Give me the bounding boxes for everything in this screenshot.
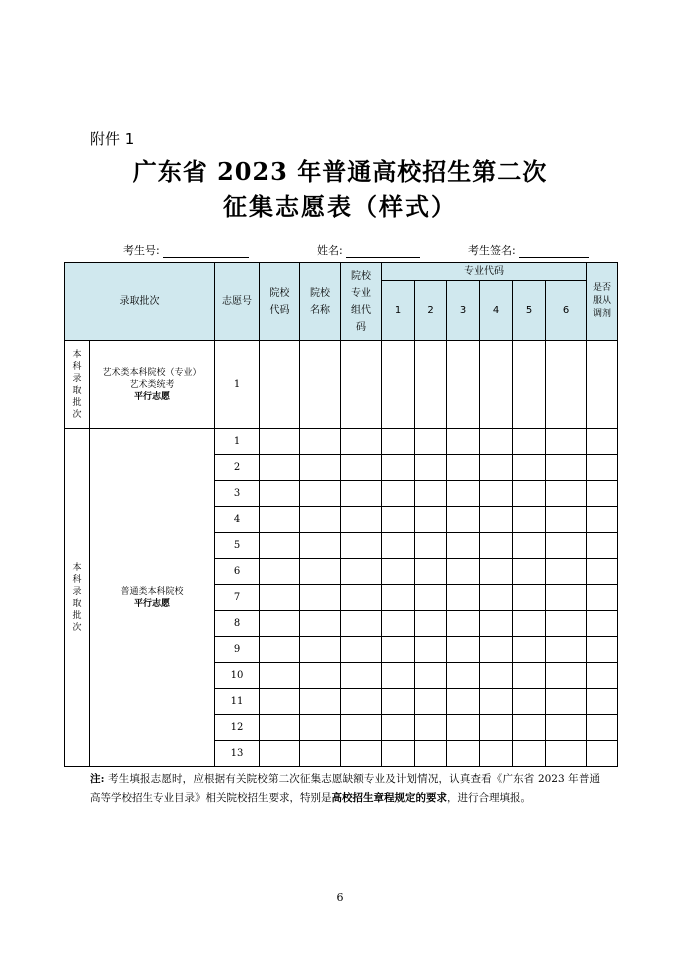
general-choice-number: 2 — [215, 455, 260, 481]
input-cell[interactable] — [260, 533, 300, 559]
signature-field — [468, 242, 589, 258]
input-cell[interactable] — [415, 715, 447, 741]
input-cell[interactable] — [587, 611, 618, 637]
header-choice-no: 志愿号 — [215, 263, 260, 341]
footnote-prefix: 注: — [90, 773, 105, 785]
general-choice-number: 4 — [215, 507, 260, 533]
general-choice-number: 1 — [215, 429, 260, 455]
input-cell[interactable] — [587, 689, 618, 715]
input-cell[interactable] — [546, 429, 587, 455]
input-cell[interactable] — [260, 429, 300, 455]
input-cell[interactable] — [260, 559, 300, 585]
general-choice-number: 5 — [215, 533, 260, 559]
input-cell[interactable] — [300, 481, 341, 507]
input-cell[interactable] — [415, 341, 447, 429]
general-choice-number: 7 — [215, 585, 260, 611]
input-cell[interactable] — [480, 585, 513, 611]
input-cell[interactable] — [382, 585, 415, 611]
choice-form-table — [64, 262, 618, 767]
name-field — [317, 242, 420, 258]
header-group-code: 院校专业组代码 — [341, 263, 382, 341]
footnote-text-2: ，进行合理填报。 — [447, 792, 531, 804]
header-batch: 录取批次 — [65, 263, 215, 341]
general-desc-line-1: 普通类本科院校 — [120, 586, 184, 597]
input-cell[interactable] — [447, 507, 480, 533]
general-batch-label: 本科录取批次 — [65, 429, 90, 767]
input-cell[interactable] — [415, 585, 447, 611]
input-cell[interactable] — [546, 455, 587, 481]
input-cell[interactable] — [480, 637, 513, 663]
title-line-1: 广东省 2023 年普通高校招生第二次 — [132, 157, 548, 186]
input-cell[interactable] — [546, 663, 587, 689]
input-cell[interactable] — [513, 559, 546, 585]
input-cell[interactable] — [260, 663, 300, 689]
input-cell[interactable] — [513, 341, 546, 429]
input-cell[interactable] — [546, 637, 587, 663]
input-cell[interactable] — [341, 341, 382, 429]
input-cell[interactable] — [587, 481, 618, 507]
input-cell[interactable] — [513, 585, 546, 611]
general-choice-row — [65, 429, 618, 455]
attachment-label: 附件 1 — [90, 130, 135, 148]
input-cell[interactable] — [447, 481, 480, 507]
input-cell[interactable] — [587, 715, 618, 741]
input-cell[interactable] — [341, 741, 382, 767]
input-cell[interactable] — [480, 559, 513, 585]
input-cell[interactable] — [300, 663, 341, 689]
header-major-5: 5 — [513, 281, 546, 341]
input-cell[interactable] — [546, 341, 587, 429]
input-cell[interactable] — [341, 585, 382, 611]
name-blank — [346, 257, 420, 258]
title-line-2: 征集志愿表（样式） — [223, 192, 457, 221]
input-cell[interactable] — [415, 741, 447, 767]
input-cell[interactable] — [546, 481, 587, 507]
page-number: 6 — [336, 891, 344, 904]
input-cell[interactable] — [260, 585, 300, 611]
input-cell[interactable] — [300, 507, 341, 533]
input-cell[interactable] — [546, 611, 587, 637]
art-batch-description — [90, 341, 215, 429]
header-major-3: 3 — [447, 281, 480, 341]
signature-blank — [519, 257, 589, 258]
input-cell[interactable] — [341, 481, 382, 507]
art-batch-label: 本科录取批次 — [65, 341, 90, 429]
input-cell[interactable] — [480, 741, 513, 767]
input-cell[interactable] — [382, 715, 415, 741]
input-cell[interactable] — [300, 741, 341, 767]
input-cell[interactable] — [546, 715, 587, 741]
general-choice-number: 11 — [215, 689, 260, 715]
input-cell[interactable] — [382, 429, 415, 455]
input-cell[interactable] — [447, 429, 480, 455]
input-cell[interactable] — [260, 741, 300, 767]
general-choice-number: 8 — [215, 611, 260, 637]
input-cell[interactable] — [341, 429, 382, 455]
input-cell[interactable] — [341, 559, 382, 585]
input-cell[interactable] — [513, 689, 546, 715]
input-cell[interactable] — [447, 341, 480, 429]
input-cell[interactable] — [300, 689, 341, 715]
input-cell[interactable] — [587, 429, 618, 455]
input-cell[interactable] — [447, 533, 480, 559]
general-batch-description — [90, 429, 215, 767]
input-cell[interactable] — [513, 663, 546, 689]
input-cell[interactable] — [382, 741, 415, 767]
input-cell[interactable] — [546, 585, 587, 611]
footnote-text-1: 考生填报志愿时，应根据有关院校第二次征集志愿缺额专业及计划情况，认真查看《广东省 2023 年普通高等学校招生专业目录》相关院校招生要求，特别是 — [90, 773, 600, 804]
exam-number-label: 考生号: — [123, 244, 160, 257]
input-cell[interactable] — [480, 429, 513, 455]
input-cell[interactable] — [546, 689, 587, 715]
input-cell[interactable] — [415, 481, 447, 507]
input-cell[interactable] — [415, 611, 447, 637]
input-cell[interactable] — [447, 741, 480, 767]
input-cell[interactable] — [260, 507, 300, 533]
input-cell[interactable] — [447, 715, 480, 741]
header-major-2: 2 — [415, 281, 447, 341]
input-cell[interactable] — [587, 533, 618, 559]
input-cell[interactable] — [447, 663, 480, 689]
general-choice-number: 12 — [215, 715, 260, 741]
input-cell[interactable] — [260, 637, 300, 663]
input-cell[interactable] — [260, 341, 300, 429]
input-cell[interactable] — [415, 689, 447, 715]
input-cell[interactable] — [382, 611, 415, 637]
input-cell[interactable] — [300, 559, 341, 585]
header-school-code: 院校代码 — [260, 263, 300, 341]
input-cell[interactable] — [513, 455, 546, 481]
input-cell[interactable] — [260, 455, 300, 481]
input-cell[interactable] — [382, 341, 415, 429]
input-cell[interactable] — [382, 481, 415, 507]
input-cell[interactable] — [415, 637, 447, 663]
input-cell[interactable] — [447, 559, 480, 585]
general-choice-number: 10 — [215, 663, 260, 689]
input-cell[interactable] — [300, 585, 341, 611]
input-cell[interactable] — [415, 455, 447, 481]
input-cell[interactable] — [300, 637, 341, 663]
input-cell[interactable] — [341, 689, 382, 715]
input-cell[interactable] — [382, 455, 415, 481]
input-cell[interactable] — [513, 611, 546, 637]
input-cell[interactable] — [341, 455, 382, 481]
input-cell[interactable] — [587, 559, 618, 585]
input-cell[interactable] — [382, 559, 415, 585]
art-desc-line-3: 平行志愿 — [133, 391, 170, 402]
input-cell[interactable] — [382, 689, 415, 715]
general-desc-line-2: 平行志愿 — [133, 598, 170, 609]
input-cell[interactable] — [300, 715, 341, 741]
input-cell[interactable] — [513, 637, 546, 663]
input-cell[interactable] — [480, 715, 513, 741]
input-cell[interactable] — [480, 455, 513, 481]
art-choice-number: 1 — [215, 341, 260, 429]
name-label: 姓名: — [317, 244, 343, 257]
input-cell[interactable] — [513, 533, 546, 559]
input-cell[interactable] — [480, 611, 513, 637]
input-cell[interactable] — [341, 715, 382, 741]
input-cell[interactable] — [382, 507, 415, 533]
input-cell[interactable] — [587, 637, 618, 663]
input-cell[interactable] — [415, 533, 447, 559]
footnote-bold-text: 高校招生章程规定的要求 — [331, 792, 447, 804]
input-cell[interactable] — [546, 559, 587, 585]
input-cell[interactable] — [260, 611, 300, 637]
input-cell[interactable] — [447, 689, 480, 715]
signature-label: 考生签名: — [468, 244, 516, 257]
input-cell[interactable] — [300, 611, 341, 637]
input-cell[interactable] — [480, 507, 513, 533]
input-cell[interactable] — [480, 481, 513, 507]
input-cell[interactable] — [341, 663, 382, 689]
input-cell[interactable] — [447, 455, 480, 481]
input-cell[interactable] — [513, 481, 546, 507]
input-cell[interactable] — [447, 611, 480, 637]
general-choice-number: 13 — [215, 741, 260, 767]
input-cell[interactable] — [513, 741, 546, 767]
input-cell[interactable] — [415, 559, 447, 585]
input-cell[interactable] — [300, 455, 341, 481]
input-cell[interactable] — [300, 429, 341, 455]
general-choice-number: 9 — [215, 637, 260, 663]
input-cell[interactable] — [587, 341, 618, 429]
input-cell[interactable] — [382, 533, 415, 559]
input-cell[interactable] — [513, 507, 546, 533]
input-cell[interactable] — [260, 689, 300, 715]
input-cell[interactable] — [480, 663, 513, 689]
input-cell[interactable] — [587, 741, 618, 767]
art-desc-line-1: 艺术类本科院校（专业） — [102, 367, 202, 378]
input-cell[interactable] — [341, 507, 382, 533]
input-cell[interactable] — [341, 611, 382, 637]
header-major-codes: 专业代码 — [382, 263, 587, 281]
input-cell[interactable] — [415, 663, 447, 689]
input-cell[interactable] — [447, 585, 480, 611]
input-cell[interactable] — [341, 637, 382, 663]
input-cell[interactable] — [341, 533, 382, 559]
input-cell[interactable] — [546, 741, 587, 767]
input-cell[interactable] — [260, 715, 300, 741]
input-cell[interactable] — [382, 663, 415, 689]
general-choice-number: 3 — [215, 481, 260, 507]
header-major-4: 4 — [480, 281, 513, 341]
input-cell[interactable] — [587, 507, 618, 533]
input-cell[interactable] — [415, 429, 447, 455]
footnote — [90, 770, 600, 808]
header-school-name: 院校名称 — [300, 263, 341, 341]
input-cell[interactable] — [480, 533, 513, 559]
input-cell[interactable] — [260, 481, 300, 507]
input-cell[interactable] — [587, 585, 618, 611]
input-cell[interactable] — [480, 689, 513, 715]
input-cell[interactable] — [587, 663, 618, 689]
input-cell[interactable] — [587, 455, 618, 481]
input-cell[interactable] — [480, 341, 513, 429]
input-cell[interactable] — [382, 637, 415, 663]
header-major-1: 1 — [382, 281, 415, 341]
input-cell[interactable] — [300, 533, 341, 559]
input-cell[interactable] — [546, 507, 587, 533]
input-cell[interactable] — [415, 507, 447, 533]
input-cell[interactable] — [546, 533, 587, 559]
input-cell[interactable] — [513, 429, 546, 455]
header-major-6: 6 — [546, 281, 587, 341]
exam-number-field — [123, 242, 249, 258]
general-choice-number: 6 — [215, 559, 260, 585]
input-cell[interactable] — [447, 637, 480, 663]
header-adjust: 是否服从调剂 — [587, 263, 618, 341]
exam-number-blank — [163, 257, 249, 258]
input-cell[interactable] — [300, 341, 341, 429]
input-cell[interactable] — [513, 715, 546, 741]
art-desc-line-2: 艺术类统考 — [129, 379, 175, 390]
